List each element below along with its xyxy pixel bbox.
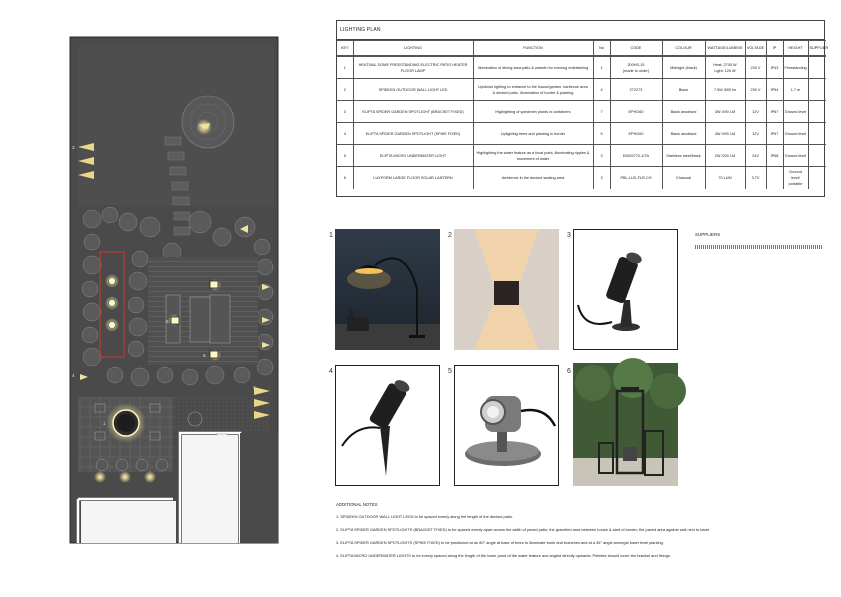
cell-key — [337, 167, 353, 189]
cell-voltage-line-1: 12V — [752, 109, 759, 114]
cell-voltage-line-1: 230 V — [750, 65, 761, 70]
cell-voltage — [745, 167, 766, 189]
cell-colour — [662, 123, 705, 145]
cell-lighting-line-1: HEATSAIL DOME FREESTANDING ELECTRIC PATIO HEATER FLOOR LAMP — [358, 62, 468, 73]
photo-number-6: 6 — [567, 368, 571, 375]
tree-canopy — [182, 96, 234, 148]
table-row — [337, 145, 826, 167]
cell-voltage — [745, 145, 766, 167]
cell-height-line-1: Ground level — [784, 131, 807, 136]
table-row — [337, 167, 826, 189]
col-lighting: LIGHTING — [353, 41, 473, 56]
cell-key — [337, 123, 353, 145]
cell-no — [593, 167, 610, 189]
cell-height-line-1: Ground level — [784, 109, 807, 114]
cell-height-line-2: portable — [788, 181, 803, 186]
col-function: FUNCTION — [473, 41, 593, 56]
cell-function — [473, 145, 593, 167]
cell-ip-line-1: IP43 — [770, 65, 779, 70]
cell-colour-line-1: Black anodised — [670, 131, 697, 136]
cell-wattage-line-1: 70 LUM — [718, 175, 732, 180]
cell-function — [473, 79, 593, 101]
cell-lighting — [353, 123, 473, 145]
cell-no-line-1: 7 — [600, 109, 603, 114]
cell-no-line-1: 1 — [600, 65, 603, 70]
cell-no — [593, 57, 610, 79]
cell-code-line-1: PBL-LUX-FLR-CH — [620, 175, 652, 180]
photo-number-2: 2 — [448, 232, 452, 239]
cell-supplier — [808, 145, 826, 167]
cell-height — [783, 101, 808, 123]
col-ip: IP — [766, 41, 783, 56]
cell-ip — [766, 123, 783, 145]
cell-wattage-line-2: Light: 120 W — [714, 68, 736, 73]
cell-wattage-line-1: 7.5W /600 lm — [713, 87, 737, 92]
cell-colour-line-1: Midnight (black) — [670, 65, 697, 70]
cell-key — [337, 79, 353, 101]
cell-wattage — [705, 145, 745, 167]
table-row — [337, 57, 826, 79]
col-colour: COLOUR — [662, 41, 705, 56]
note-1: 1. SPIDEKN OUTDOOR WALL LIGHT LEDS to be spaced evenly along the length of the decked patio. — [336, 514, 513, 519]
cell-height — [783, 79, 808, 101]
cell-code — [610, 101, 662, 123]
cell-colour — [662, 167, 705, 189]
plan-key-1: 1 — [103, 421, 106, 426]
cell-wattage — [705, 101, 745, 123]
cell-supplier — [808, 167, 826, 189]
house-area — [81, 501, 176, 543]
cell-code — [610, 123, 662, 145]
cell-function — [473, 57, 593, 79]
underwater-light-photo — [454, 365, 559, 486]
cell-colour-line-1: Black — [678, 87, 689, 92]
plan-key-5: 5 — [166, 319, 169, 324]
cell-no-line-1: 3 — [600, 175, 603, 180]
cell-no — [593, 145, 610, 167]
cell-lighting-line-1: LUXFORM LARGE FLOOR SOLAR LANTERN — [373, 175, 453, 180]
cell-colour — [662, 57, 705, 79]
cell-no — [593, 123, 610, 145]
cell-supplier — [808, 79, 826, 101]
photo-number-3: 3 — [567, 232, 571, 239]
cell-lighting-line-1: ELIPTA MICRO UNDERWATER LIGHT — [379, 153, 447, 158]
note-2: 2. ELIPTA SPIDER GARDEN SPOTLIGHTS (BRACKET FIXED) to be spaced evenly apart across the width of paved patio; the gravelled area between house & start of border; the paved area against wall next to barer — [336, 527, 710, 532]
cell-voltage-line-1: 24V — [752, 153, 759, 158]
cell-function — [473, 123, 593, 145]
cell-height — [783, 57, 808, 79]
cell-ip — [766, 101, 783, 123]
cell-key-line-1: 1 — [343, 65, 346, 70]
cell-lighting — [353, 101, 473, 123]
col-key: KEY — [337, 41, 353, 56]
col-no: No — [593, 41, 610, 56]
cell-height — [783, 123, 808, 145]
solar-lantern-photo — [573, 363, 678, 486]
wall-light-photo — [454, 229, 559, 350]
plan-key-2: 2 — [253, 385, 256, 390]
cell-code-line-1: 200HS-15 — [627, 62, 645, 67]
spike-spotlight-photo — [335, 365, 440, 486]
cell-code-line-2: (made to order) — [622, 68, 650, 73]
cell-voltage — [745, 123, 766, 145]
notes-heading: ADDITIONAL NOTES — [336, 502, 378, 507]
cell-key-line-1: 4 — [343, 131, 346, 136]
cell-voltage-line-1: 230 V — [750, 87, 761, 92]
cell-function — [473, 101, 593, 123]
table-title: LIGHTING PLAN — [337, 21, 824, 40]
table-row — [337, 101, 826, 123]
bracket-spotlight-photo — [573, 229, 678, 350]
cell-supplier — [808, 57, 826, 79]
additional-notes — [336, 502, 796, 566]
cell-function-line-1: Highlighting the water feature as a focal point, illuminating ripples & — [476, 150, 590, 155]
col-wattage: WATTAGE/LUMENS — [705, 41, 745, 56]
cell-voltage — [745, 79, 766, 101]
cell-ip — [766, 145, 783, 167]
cell-wattage — [705, 79, 745, 101]
cell-height-line-1: Freestanding — [784, 65, 807, 70]
cell-code-line-1: EPHO60 — [628, 109, 644, 114]
cell-ip-line-1: IP54 — [770, 87, 779, 92]
cell-key — [337, 145, 353, 167]
cell-wattage — [705, 123, 745, 145]
cell-height — [783, 167, 808, 189]
cell-code — [610, 57, 662, 79]
cell-wattage — [705, 57, 745, 79]
cell-voltage-line-1: 12V — [752, 131, 759, 136]
cell-code — [610, 79, 662, 101]
cell-ip — [766, 79, 783, 101]
cell-key-line-1: 2 — [343, 87, 346, 92]
cell-lighting — [353, 57, 473, 79]
col-voltage: VOLTAGE — [745, 41, 766, 56]
cell-code-line-1: EMO0770-1/TA — [622, 153, 650, 158]
cell-height-line-1: Ground level/ — [789, 169, 802, 180]
photo-number-1: 1 — [329, 232, 333, 239]
cell-function-line-1: Illumination of dining area patio & warmth for evening entertaining — [477, 65, 589, 70]
fire-pit — [106, 403, 146, 443]
cell-function-line-1: Up/down lighting to entrance to the house/garden, barbecue area — [478, 84, 588, 89]
photo-number-5: 5 — [448, 368, 452, 375]
suppliers-heading: SUPPLIERS — [695, 232, 721, 237]
note-4: 4. ELIPTA MICRO UNDERWATER LIGHTS to be evenly spaced along the length of the lower pond of the water feature and angled directly upwards. Pebbles should cover the bracket and fixings. — [336, 553, 671, 558]
cell-code-line-1: EPHO60 — [628, 131, 644, 136]
cell-no-line-1: 4 — [600, 87, 603, 92]
cell-function — [473, 167, 593, 189]
col-supplier: SUPPLIER — [808, 41, 826, 56]
cell-lighting-line-1: SPIDEKN OUTDOOR WALL LIGHT LED — [378, 87, 448, 92]
table-row — [337, 79, 826, 101]
cell-key-line-1: 3 — [343, 109, 346, 114]
cell-lighting — [353, 167, 473, 189]
cell-function-line-2: & decked patio. Illumination of border & planting — [492, 90, 574, 95]
cell-key — [337, 101, 353, 123]
cell-height-line-1: 1.7 m — [790, 87, 801, 92]
cell-colour — [662, 145, 705, 167]
note-3: 3. ELIPTA SPIDER GARDEN SPOTLIGHTS (SPIKE FIXED) to be positioned at an 80° angle at base of trees to illuminate trunk and branches and at a 45° angle amongst lower level planting. — [336, 540, 664, 545]
col-height: HEIGHT — [783, 41, 808, 56]
cell-key-line-1: 5 — [343, 153, 346, 158]
cell-no-line-1: 5 — [600, 131, 603, 136]
plan-key-6: 6 — [203, 353, 206, 358]
photo-number-4: 4 — [329, 368, 333, 375]
cell-voltage-line-1: 3.7V — [751, 175, 760, 180]
cell-lighting — [353, 145, 473, 167]
cell-ip — [766, 167, 783, 189]
plan-key-3: 3 — [72, 145, 75, 150]
table-row — [337, 123, 826, 145]
cell-function-line-1: Uplighting trees and planting in border — [500, 131, 566, 136]
suppliers-section — [695, 232, 822, 249]
cell-function-line-1: Highlighting of specimen plants in containers — [495, 109, 571, 114]
cell-ip-line-1: IP67 — [770, 131, 779, 136]
cell-wattage-line-1: 2W /200 LM — [714, 153, 736, 158]
cell-lighting-line-1: ELIPTA SPIDER GARDEN SPOTLIGHT (SPIKE FIXED) — [365, 131, 461, 136]
cell-key-line-1: 6 — [343, 175, 346, 180]
cell-ip-line-1: IP68 — [770, 153, 779, 158]
cell-code — [610, 167, 662, 189]
cell-colour — [662, 101, 705, 123]
garden-plan — [70, 37, 278, 543]
cell-no-line-1: 3 — [600, 153, 603, 158]
cell-height-line-1: Ground level — [784, 153, 807, 158]
cell-colour-line-1: Stainless steel/black — [666, 153, 701, 158]
cell-voltage — [745, 57, 766, 79]
cell-no — [593, 101, 610, 123]
cell-lighting-line-1: ELIPTA SPIDER GARDEN SPOTLIGHT (BRACKET FIXED) — [362, 109, 464, 114]
cell-colour — [662, 79, 705, 101]
cell-no — [593, 79, 610, 101]
table-header-row — [337, 41, 826, 56]
cell-key — [337, 57, 353, 79]
cell-lighting — [353, 79, 473, 101]
cell-ip — [766, 57, 783, 79]
cell-ip-line-1: IP67 — [770, 109, 779, 114]
cell-function-line-2: movement of water — [516, 156, 550, 161]
cell-code — [610, 145, 662, 167]
cell-wattage-line-1: Heat: 2700 W — [713, 62, 737, 67]
cell-wattage-line-1: 3W /490 LM — [714, 109, 736, 114]
cell-colour-line-1: Black anodised — [670, 109, 697, 114]
cell-code-line-1: 272273 — [629, 87, 643, 92]
plan-key-4: 4 — [72, 373, 75, 378]
suppliers-list — [695, 245, 822, 249]
cell-height — [783, 145, 808, 167]
cell-function-line-1: Ambience in the decked seating area — [501, 175, 565, 180]
col-code: CODE — [610, 41, 662, 56]
cell-colour-line-1: Charcoal — [675, 175, 692, 180]
cell-supplier — [808, 123, 826, 145]
cell-wattage-line-1: 3W /490 LM — [714, 131, 736, 136]
lighting-plan-table — [336, 20, 829, 197]
cell-supplier — [808, 101, 826, 123]
cell-voltage — [745, 101, 766, 123]
patio-heater-photo — [335, 229, 440, 350]
cell-wattage — [705, 167, 745, 189]
